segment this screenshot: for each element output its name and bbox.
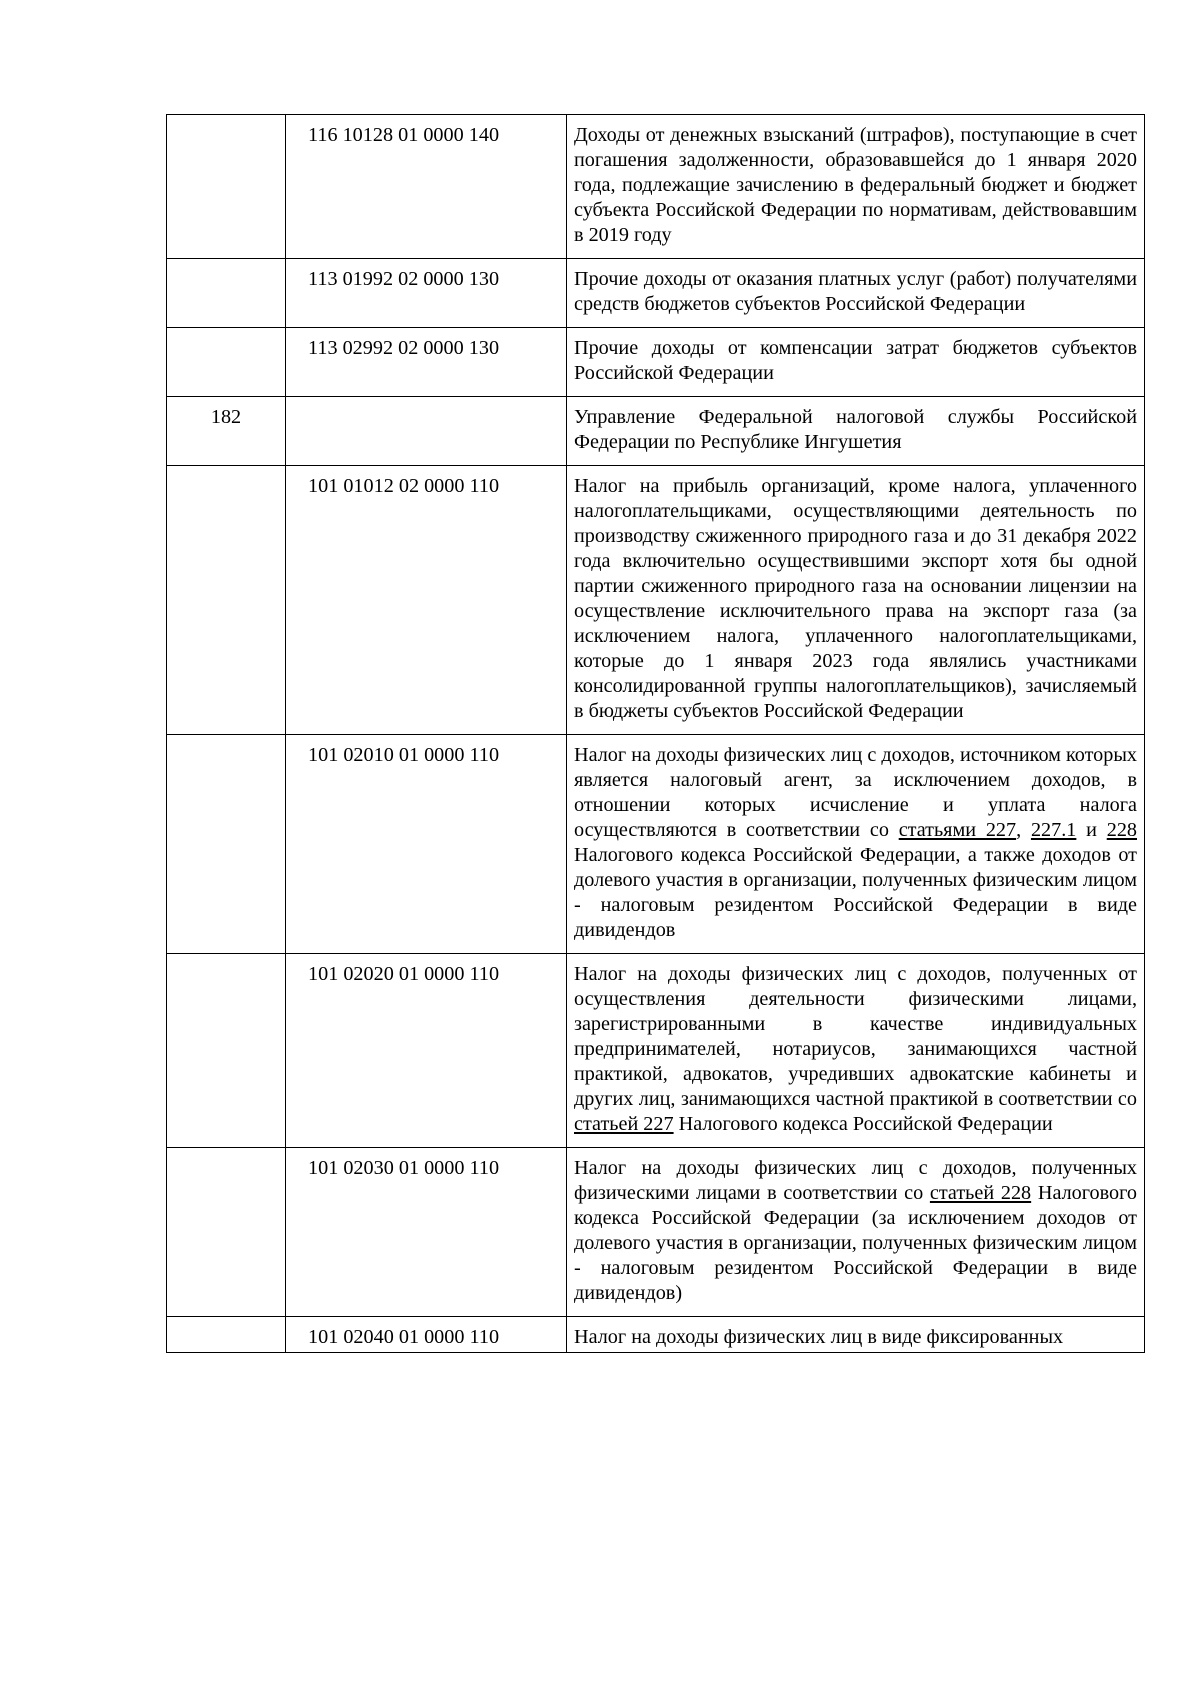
budget-code-cell: 101 02010 01 0000 110 (286, 735, 567, 954)
admin-code-cell (167, 328, 286, 397)
admin-code-cell (167, 1148, 286, 1317)
table-row (167, 735, 1145, 954)
admin-code-cell (167, 1317, 286, 1353)
budget-code-cell (286, 397, 567, 466)
table-row (167, 115, 1145, 259)
table-row (167, 397, 1145, 466)
text-fragment: Налог на доходы физических лиц с доходов, полученных физическими лицами в соответствии со (574, 1157, 1137, 1204)
text-fragment: Налогового кодекса Российской Федерации, а также доходов от долевого участия в организации, полученных физическим лицом - налоговым резидентом Российской Федерации в виде дивидендов (574, 844, 1137, 941)
table-row (167, 1317, 1145, 1353)
admin-code-cell (167, 115, 286, 259)
text-fragment: , (1016, 819, 1031, 841)
income-name-cell: Прочие доходы от оказания платных услуг (работ) получателями средств бюджетов субъектов Российской Федерации (567, 259, 1145, 328)
table-row (167, 466, 1145, 735)
text-fragment: Налогового кодекса Российской Федерации (673, 1113, 1053, 1135)
text-fragment: Налог на доходы физических лиц с доходов, полученных от осуществления деятельности физическими лицами, зарегистрированными в качестве индивидуальных предпринимателей, нотариусов, занимающихся частной практикой, адвокатов, учредивших адвокатские кабинеты и других лиц, занимающихся частной практикой в соответствии со (574, 963, 1137, 1110)
income-name-cell (567, 1148, 1145, 1317)
budget-code-cell: 101 02020 01 0000 110 (286, 954, 567, 1148)
budget-code-cell: 113 02992 02 0000 130 (286, 328, 567, 397)
text-fragment: Налогового кодекса Российской Федерации (за исключением доходов от долевого участия в организации, полученных физическим лицом - налоговым резидентом Российской Федерации в виде дивидендов) (574, 1182, 1137, 1304)
income-name-cell: Управление Федеральной налоговой службы Российской Федерации по Республике Ингушетия (567, 397, 1145, 466)
admin-code-cell: 182 (167, 397, 286, 466)
text-fragment: Налог на доходы физических лиц с доходов, источником которых является налоговый агент, за исключением доходов, в отношении которых исчисление и уплата налога осуществляются в соответствии со (574, 744, 1137, 841)
income-name-cell (567, 954, 1145, 1148)
income-name-cell: Налог на доходы физических лиц в виде фиксированных (567, 1317, 1145, 1353)
budget-code-cell: 101 01012 02 0000 110 (286, 466, 567, 735)
admin-code-cell (167, 954, 286, 1148)
text-fragment: и (1076, 819, 1107, 841)
law-link-articles-227[interactable]: статьями 227 (898, 819, 1017, 841)
income-name-cell: Доходы от денежных взысканий (штрафов), поступающие в счет погашения задолженности, образовавшейся до 1 января 2020 года, подлежащие зачислению в федеральный бюджет и бюджет субъекта Российской Федерации по нормативам, действовавшим в 2019 году (567, 115, 1145, 259)
admin-code-cell (167, 259, 286, 328)
budget-code-cell: 101 02030 01 0000 110 (286, 1148, 567, 1317)
law-link-article-227-1[interactable]: 227.1 (1030, 819, 1077, 841)
law-link-article-227[interactable]: статьей 227 (574, 1113, 674, 1135)
budget-code-cell: 101 02040 01 0000 110 (286, 1317, 567, 1353)
income-name-cell: Налог на прибыль организаций, кроме налога, уплаченного налогоплательщиками, осуществляющими деятельность по производству сжиженного природного газа и до 31 декабря 2022 года включительно осуществившими экспорт хотя бы одной партии сжиженного природного газа на основании лицензии на осуществление исключительного права на экспорт газа (за исключением налога, уплаченного налогоплательщиками, которые до 1 января 2023 года являлись участниками консолидированной группы налогоплательщиков), зачисляемый в бюджеты субъектов Российской Федерации (567, 466, 1145, 735)
budget-code-cell: 116 10128 01 0000 140 (286, 115, 567, 259)
admin-code-cell (167, 466, 286, 735)
table-row (167, 954, 1145, 1148)
income-name-cell: Прочие доходы от компенсации затрат бюджетов субъектов Российской Федерации (567, 328, 1145, 397)
table-row (167, 259, 1145, 328)
income-name-cell (567, 735, 1145, 954)
admin-code-cell (167, 735, 286, 954)
law-link-article-228[interactable]: 228 (1106, 819, 1137, 841)
law-link-article-228[interactable]: статьей 228 (929, 1182, 1032, 1204)
table-row (167, 1148, 1145, 1317)
budget-code-cell: 113 01992 02 0000 130 (286, 259, 567, 328)
income-classification-table (166, 114, 1145, 1353)
table-row (167, 328, 1145, 397)
